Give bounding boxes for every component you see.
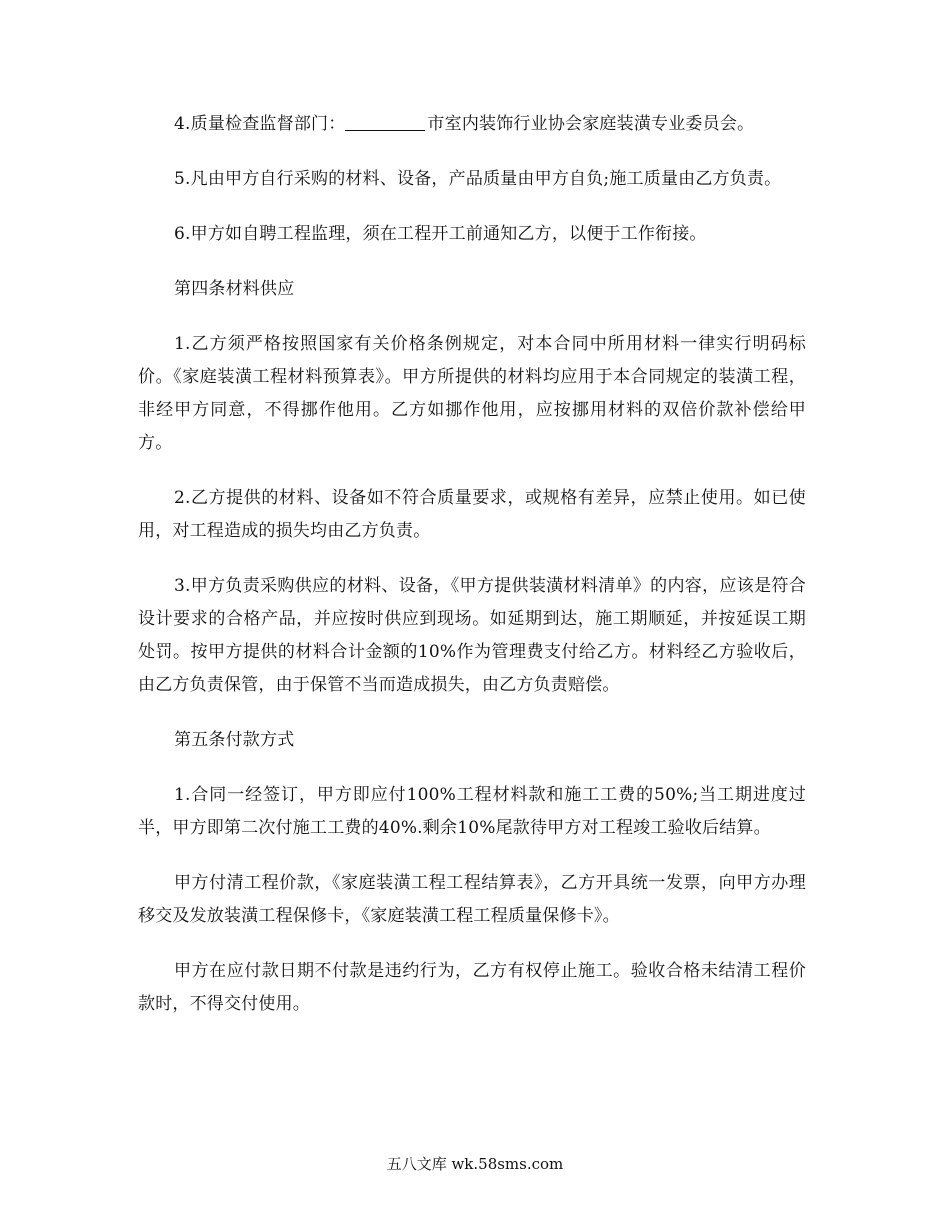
- paragraph-party-a-materials: 3.甲方负责采购供应的材料、设备，《甲方提供装潢材料清单》的内容，应该是符合设计要求的合格产品，并应按时供应到现场。如延期到达，施工期顺延，并按延误工期处罚。按甲方提供的材料合计金额的10%作为管理费支付给乙方。材料经乙方验收后，由乙方负责保管，由于保管不当而造成损失，由乙方负责赔偿。: [138, 576, 806, 695]
- paragraph-late-payment: 甲方在应付款日期不付款是违约行为，乙方有权停止施工。验收合格未结清工程价款时，不得交付使用。: [138, 961, 806, 1014]
- section-heading-article-4: 第四条材料供应: [174, 279, 295, 299]
- paragraph-self-purchased-materials: 5.凡由甲方自行采购的材料、设备，产品质量由甲方自负;施工质量由乙方负责。: [174, 169, 782, 189]
- blank-underline: [345, 112, 425, 131]
- paragraph-material-quality: 2.乙方提供的材料、设备如不符合质量要求，或规格有差异，应禁止使用。如已使用，对工程造成的损失均由乙方负责。: [138, 488, 806, 541]
- paragraph-material-pricing: 1.乙方须严格按照国家有关价格条例规定，对本合同中所用材料一律实行明码标价。《家庭装潢工程材料预算表》。甲方所提供的材料均应用于本合同规定的装潢工程，非经甲方同意，不得挪作他用。乙方如挪作他用，应按挪用材料的双倍价款补偿给甲方。: [138, 334, 806, 453]
- paragraph-settlement: 甲方付清工程价款，《家庭装潢工程工程结算表》，乙方开具统一发票，向甲方办理移交及发放装潢工程保修卡，《家庭装潢工程工程质量保修卡》。: [138, 873, 806, 926]
- paragraph-payment-schedule: 1.合同一经签订，甲方即应付100%工程材料款和施工工费的50%;当工期进度过半，甲方即第二次付施工工费的40%.剩余10%尾款待甲方对工程竣工验收后结算。: [138, 785, 806, 838]
- paragraph-quality-supervision: [138, 108, 806, 141]
- document-body: [138, 108, 806, 1043]
- page-footer: 五八文库 wk.58sms.com: [386, 1155, 564, 1173]
- paragraph-suffix: 市室内装饰行业协会家庭装潢专业委员会。: [427, 114, 755, 134]
- paragraph-self-hired-supervision: 6.甲方如自聘工程监理，须在工程开工前通知乙方，以便于工作衔接。: [174, 224, 707, 244]
- paragraph-prefix: 4.质量检查监督部门：: [174, 114, 346, 134]
- section-heading-article-5: 第五条付款方式: [174, 730, 295, 750]
